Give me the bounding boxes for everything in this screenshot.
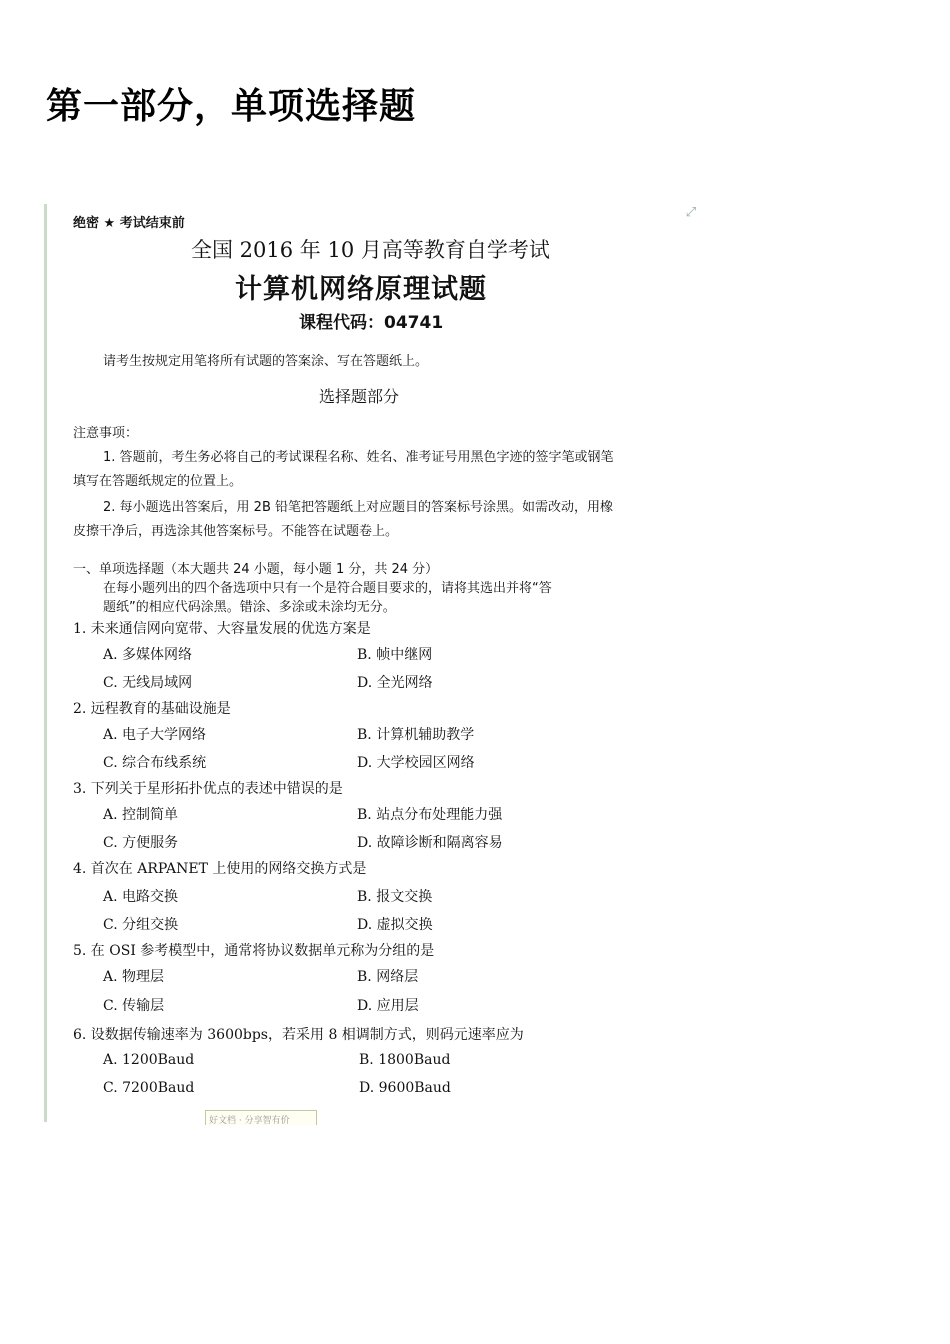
question-section-desc: 在每小题列出的四个备选项中只有一个是符合题目要求的，请将其选出并将“答 — [103, 581, 552, 596]
question-section-desc: 题纸”的相应代码涂黑。错涂、多涂或未涂均无分。 — [103, 600, 396, 615]
note-line: 皮擦干净后，再选涂其他答案标号。不能答在试题卷上。 — [73, 524, 399, 539]
option-d: D. 9600Baud — [359, 1080, 451, 1096]
option-d: D. 应用层 — [357, 998, 419, 1014]
section-title: 选择题部分 — [319, 387, 400, 406]
option-b: B. 计算机辅助教学 — [357, 727, 475, 743]
question-text: 1. 未来通信网向宽带、大容量发展的优选方案是 — [73, 621, 371, 637]
notes-label: 注意事项： — [73, 426, 139, 441]
option-b: B. 1800Baud — [359, 1052, 451, 1068]
option-c: C. 方便服务 — [103, 835, 179, 851]
option-c: C. 无线局域网 — [103, 675, 193, 691]
option-c: C. 传输层 — [103, 998, 165, 1014]
question-text: 3. 下列关于星形拓扑优点的表述中错误的是 — [73, 781, 343, 797]
option-a: A. 物理层 — [103, 969, 165, 985]
question-text: 2. 远程教育的基础设施是 — [73, 701, 231, 717]
note-line: 填写在答题纸规定的位置上。 — [73, 474, 243, 489]
expand-icon[interactable]: ⤢ — [685, 205, 697, 220]
option-d: D. 全光网络 — [357, 675, 433, 691]
option-a: A. 多媒体网络 — [103, 647, 193, 663]
option-b: B. 报文交换 — [357, 889, 433, 905]
option-d: D. 虚拟交换 — [357, 917, 433, 933]
note-line: 2. 每小题选出答案后，用 2B 铅笔把答题纸上对应题目的答案标号涂黑。如需改动，用橡 — [103, 500, 613, 515]
option-c: C. 综合布线系统 — [103, 755, 207, 771]
note-line: 1. 答题前，考生务必将自己的考试课程名称、姓名、准考证号用黑色字迹的签字笔或钢笔 — [103, 450, 614, 465]
exam-title: 计算机网络原理试题 — [235, 274, 487, 305]
option-a: A. 电子大学网络 — [103, 727, 207, 743]
option-c: C. 7200Baud — [103, 1080, 195, 1096]
exam-line: 全国 2016 年 10 月高等教育自学考试 — [191, 238, 550, 262]
option-b: B. 帧中继网 — [357, 647, 433, 663]
instruction: 请考生按规定用笔将所有试题的答案涂、写在答题纸上。 — [103, 354, 429, 369]
question-text: 5. 在 OSI 参考模型中，通常将协议数据单元称为分组的是 — [73, 943, 435, 959]
question-text: 6. 设数据传输速率为 3600bps，若采用 8 相调制方式，则码元速率应为 — [73, 1027, 524, 1043]
course-code: 课程代码：04741 — [299, 313, 444, 333]
question-text: 4. 首次在 ARPANET 上使用的网络交换方式是 — [73, 861, 367, 877]
watermark-caption-text: 好文档 · 分享智有价 — [209, 1116, 290, 1126]
option-b: B. 网络层 — [357, 969, 419, 985]
watermark-caption — [205, 1110, 317, 1125]
part-heading: 第一部分，单项选择题 — [46, 86, 417, 127]
option-c: C. 分组交换 — [103, 917, 179, 933]
option-d: D. 故障诊断和隔离容易 — [357, 835, 503, 851]
option-a: A. 控制简单 — [103, 807, 179, 823]
secret-mark: 绝密 ★ 考试结束前 — [73, 216, 185, 231]
option-d: D. 大学校园区网络 — [357, 755, 475, 771]
option-a: A. 1200Baud — [103, 1052, 195, 1068]
option-b: B. 站点分布处理能力强 — [357, 807, 503, 823]
exam-paper-image — [44, 204, 723, 1126]
question-section-header: 一、单项选择题（本大题共 24 小题，每小题 1 分，共 24 分） — [73, 562, 439, 577]
option-a: A. 电路交换 — [103, 889, 179, 905]
